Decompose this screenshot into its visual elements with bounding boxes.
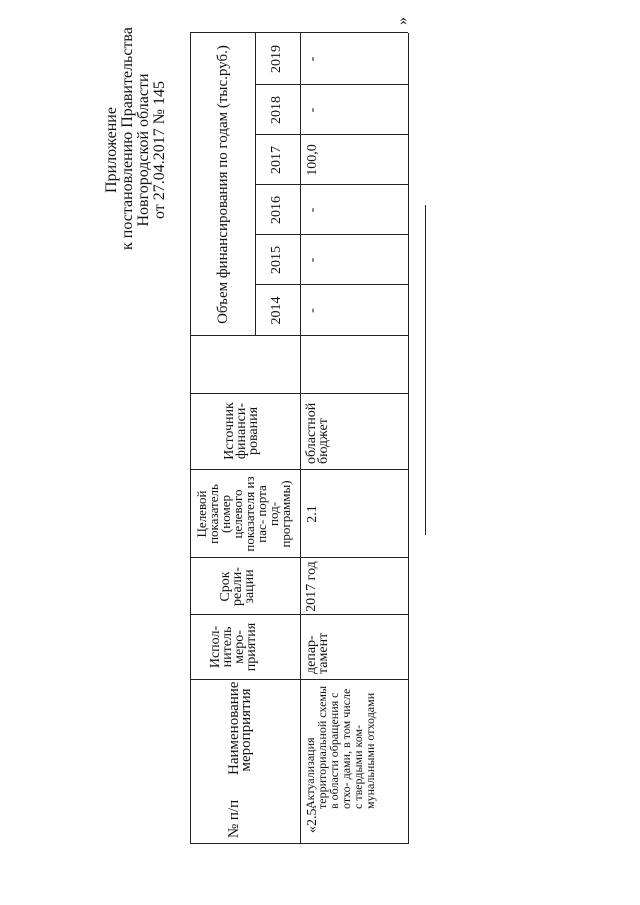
year-2019: 2019: [269, 45, 284, 73]
separator-line: [425, 205, 426, 535]
appendix-line-3: Новгородской области: [135, 73, 152, 227]
appendix-line-2: к постановлению Правительства: [119, 27, 136, 250]
table-border-top: [190, 33, 191, 844]
col-line-1: [190, 679, 408, 680]
value-2016: -: [305, 207, 320, 213]
year-2016: 2016: [269, 196, 284, 224]
closing-quote: »: [394, 17, 411, 25]
appendix-line-4: от 27.04.2017 № 145: [151, 80, 168, 220]
header-num: № п/п: [226, 799, 242, 839]
col-line-4: [190, 469, 408, 470]
table-border-bottom: [408, 33, 409, 844]
col-line-3: [190, 557, 408, 558]
year-2017: 2017: [269, 146, 284, 174]
year-2018: 2018: [269, 96, 284, 124]
appendix-title: Приложение: [103, 107, 120, 193]
row-source: областной бюджет: [304, 402, 331, 464]
table-header-bottom: [300, 33, 301, 844]
value-2017: 100,0: [305, 144, 320, 176]
header-target: Целевой показатель (номер целевого показателя из пас- порта под- программы): [194, 476, 293, 552]
row-target: 2.1: [305, 505, 320, 523]
col-line-5: [190, 393, 408, 394]
year-2015: 2015: [269, 246, 284, 274]
year-2014: 2014: [269, 296, 284, 325]
row-executor: депар- тамент: [304, 632, 331, 674]
row-num: «2.5.: [305, 805, 320, 833]
value-2014: -: [305, 308, 320, 313]
col-line-2: [190, 614, 408, 615]
header-executor: Испол- нитель меро- приятия: [208, 622, 259, 672]
header-funding: Объем финансирования по годам (тыс.руб.): [215, 45, 231, 324]
col-line-0: [190, 843, 408, 844]
value-2019: -: [305, 56, 320, 62]
row-name: Актуализация территориальной схемы в области обращения с отхо- дами, в том числе с твердыми ком- мунальными отходами: [303, 685, 377, 809]
value-2015: -: [305, 257, 320, 263]
header-name: Наименование мероприятия: [226, 681, 254, 775]
row-term: 2017 год: [304, 561, 319, 612]
header-source: Источник финанси- рования: [222, 402, 261, 460]
value-2018: -: [305, 107, 320, 113]
header-term: Срок реали- зации: [218, 567, 257, 606]
